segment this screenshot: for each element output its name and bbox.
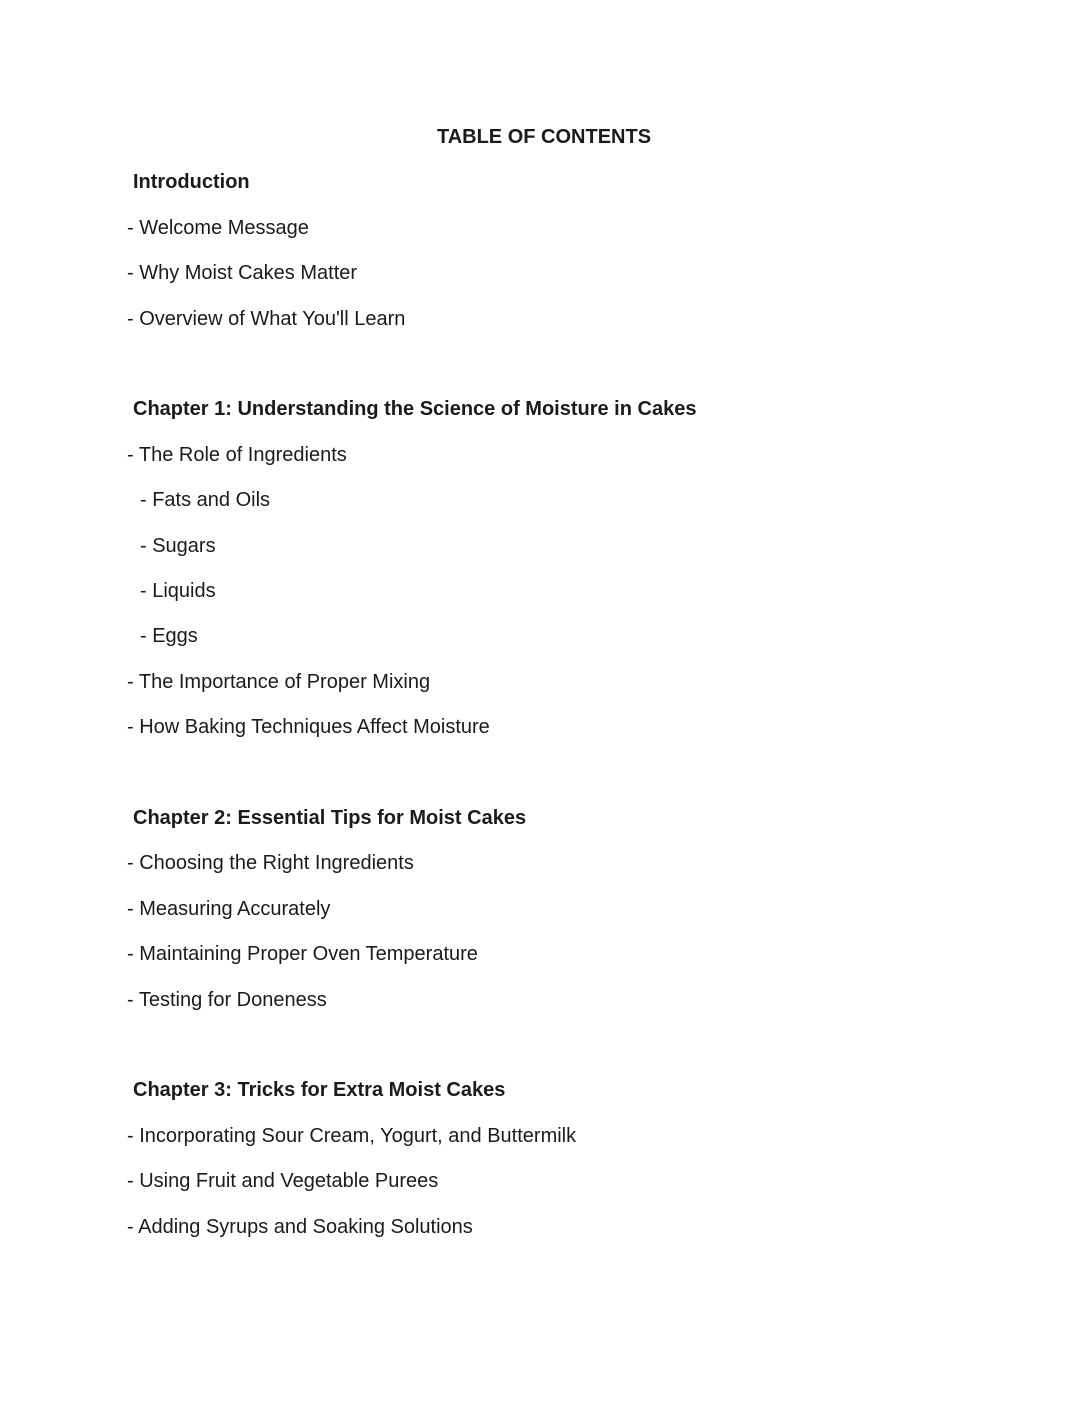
section-heading: Chapter 1: Understanding the Science of Moisture in Cakes: [133, 398, 697, 421]
toc-subitem: - Fats and Oils: [140, 489, 271, 512]
toc-item: - Testing for Doneness: [127, 988, 327, 1011]
toc-item: - The Importance of Proper Mixing: [127, 670, 431, 693]
toc-item: - Welcome Message: [127, 216, 309, 239]
section-heading: Chapter 3: Tricks for Extra Moist Cakes: [133, 1079, 506, 1102]
toc-section-chapter-1: [0, 387, 1088, 750]
toc-section-chapter-2: [0, 796, 1088, 1023]
toc-item: - Choosing the Right Ingredients: [127, 852, 414, 875]
toc-section-introduction: [0, 160, 1088, 342]
page-title: TABLE OF CONTENTS: [436, 126, 652, 148]
toc-item: - Measuring Accurately: [127, 897, 331, 920]
toc-item: - Overview of What You'll Learn: [127, 307, 406, 330]
section-heading: Chapter 2: Essential Tips for Moist Cakes: [133, 807, 527, 830]
toc-item: - Incorporating Sour Cream, Yogurt, and Buttermilk: [127, 1124, 577, 1147]
toc-section-chapter-3: [0, 1068, 1088, 1250]
toc-item: - Maintaining Proper Oven Temperature: [127, 943, 478, 966]
toc-item: - How Baking Techniques Affect Moisture: [127, 716, 490, 739]
toc-item: - Adding Syrups and Soaking Solutions: [127, 1215, 473, 1238]
toc-item: - Using Fruit and Vegetable Purees: [127, 1170, 439, 1193]
section-heading: Introduction: [133, 171, 250, 194]
toc-subitem: - Eggs: [140, 625, 198, 648]
toc-subitem: - Liquids: [140, 580, 216, 603]
toc-subitem: - Sugars: [140, 534, 216, 557]
toc-item: - The Role of Ingredients: [127, 443, 347, 466]
toc-item: - Why Moist Cakes Matter: [127, 262, 358, 285]
